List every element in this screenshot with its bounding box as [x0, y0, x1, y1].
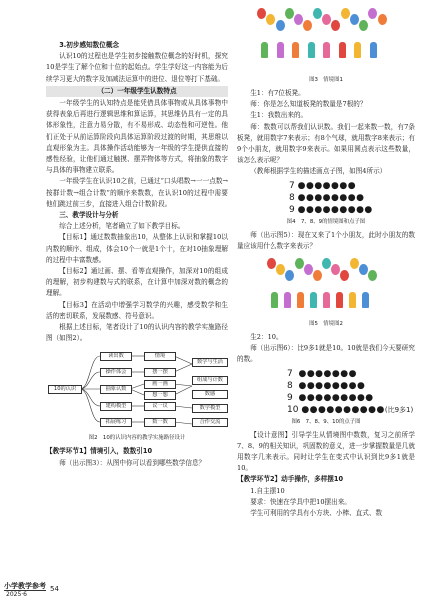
step-heading: 1.自主摆10 [250, 486, 285, 495]
balloon-icon [340, 270, 349, 281]
mindmap-node: 议一议 [144, 402, 176, 411]
child-figure [336, 292, 343, 308]
figure-4-dot-diagram [289, 180, 415, 216]
child-figure [277, 42, 284, 58]
child-figure [297, 292, 304, 308]
dialogue-line: 生1：有7位板凳。 [250, 89, 305, 97]
dot-row-10: 10 ●●●●●●●●●●(比9多1) [287, 404, 414, 415]
paragraph: 一年级学生的认知特点是能凭借具体事物或从具体事物中获得表象后再进行逻辑思维和算运算，其思维仍具有一定的具体形象性，注意力易分散，有不易形成、动态性和可逆性。他们正处于从前运算阶段向具体运算阶段过渡的时期，其思维以直观形象为主。具体操作活动能够为一年级的学生提供直接的感性经验，让他们通过触摸、摆弄物体等方式，将抽象的数字与具体的事物建立联系。 [46, 99, 228, 175]
dialogue-line: 生1：我数出来的。 [250, 111, 308, 120]
mindmap-node: 抽象认数 [100, 385, 132, 394]
mindmap-node: 拓展练习 [100, 418, 132, 427]
balloon-icon [368, 8, 377, 19]
balloon-icon [313, 270, 322, 281]
balloon-icon [378, 14, 387, 25]
child-figure [354, 42, 361, 58]
dialogue-line: 师：你是怎么知道板凳的数量是7根的？ [250, 100, 367, 109]
mindmap-node: 合作交流 [192, 418, 228, 427]
child-figure [308, 42, 315, 58]
figure-5-caption: 图5 情境图2 [309, 321, 343, 328]
balloon-icon [276, 264, 285, 275]
mindmap-root: 10的认识 [48, 385, 82, 394]
balloon-icon [266, 14, 275, 25]
balloon-icon [322, 258, 331, 269]
heading-digit-concept: 3.初步感知数位概念 [59, 41, 120, 49]
balloon-icon [359, 20, 368, 31]
child-figure [261, 42, 268, 58]
design-intent: 【设计意图】引导学生从情境图中数数，复习之前所学7、8、9的相关知识，巩固数的意义，进一步掌握数量是几就用数字几来表示。同时让学生在变式中认识到比9多1就是10。 [237, 430, 415, 473]
dots: ●●●●●●●●● [297, 204, 373, 215]
mindmap-node: 数学与生活 [192, 358, 228, 367]
balloon-icon [276, 20, 285, 31]
issue-date: 2025·6 [6, 591, 27, 598]
balloon-icon [331, 264, 340, 275]
dots: ●●●●●●●●● [298, 392, 374, 403]
mindmap-node: 数一数 [144, 418, 176, 427]
balloon-icon [331, 20, 340, 31]
dot-row-9: 9 ●●●●●●●●● [289, 204, 373, 215]
mindmap-node: 建构模型 [100, 402, 132, 411]
dot-row-8: 8 ●●●●●●●● [287, 380, 366, 391]
balloon-icon [304, 264, 313, 275]
figure-2-mindmap [46, 346, 228, 432]
balloons-children-illustration [261, 254, 391, 318]
dots: ●●●●●●●● [298, 380, 366, 391]
child-figure [323, 292, 330, 308]
balloon-icon [322, 14, 331, 25]
dots: ●●●●●●●● [297, 192, 365, 203]
mindmap-node: 数学模型 [192, 404, 228, 413]
mindmap-node: 情境 [144, 352, 176, 361]
dialogue-line: 学生可利用的学具有小方块、小棒、直式、数 [250, 509, 383, 518]
dialogue-line: 师（出示图6）：比9多1就是10。10就是我们今天要研究的数。 [237, 344, 415, 364]
teaching-segment-1-title: 【教学环节1】情境引入，数数引10 [46, 447, 153, 456]
paragraph: 一年级学生在认识10之前，已通过“口头唱数→一一点数→按群计数→组合计数”的顺序来数数，在认识10的过程中需要他们跳过前三步，直接进入组合计数阶段。 [46, 177, 228, 208]
dialogue-note: （教师根据学生的描述画点子图，如图4所示） [250, 167, 387, 176]
paragraph: 根据上述目标，笔者设计了10的认识内容的教学实施路径图（如图2）。 [46, 323, 228, 343]
figure-3-scene-image [251, 4, 401, 74]
right-column [237, 2, 415, 519]
balloon-icon [303, 20, 312, 31]
mindmap-node: 数感 [192, 390, 228, 399]
goal-1: 【目标1】通过数数抽象出10，从整体上认识和掌握10以内数的顺序、组成，体会10个一就是1个十，在对10抽象理解的过程中丰富数感。 [46, 233, 228, 264]
mindmap-node: 操作体会 [100, 368, 132, 377]
mindmap-node: 组成与计数 [192, 376, 228, 385]
section-heading-design: 三、教学设计与分析 [59, 211, 119, 220]
balloon-icon [267, 258, 276, 269]
section-heading: （二）一年级学生认数特点 [46, 86, 228, 97]
mindmap-node: 想一想 [144, 391, 176, 400]
figure-4-caption: 图4 7、8、9的情境图和点子图 [286, 218, 366, 225]
child-figure [349, 292, 356, 308]
dot-row-note: (比9多1) [384, 405, 414, 414]
balloon-icon [313, 8, 322, 19]
child-figure [370, 42, 377, 58]
child-figure [310, 292, 317, 308]
balloon-icon [285, 270, 294, 281]
journal-name: 小学教学参考 [4, 582, 46, 590]
dialogue-line: 生2：10。 [250, 333, 283, 342]
child-figure [323, 42, 330, 58]
dot-row-8: 8 ●●●●●●●● [289, 192, 365, 203]
balloon-icon [294, 14, 303, 25]
child-figure [271, 292, 278, 308]
child-figure [292, 42, 299, 58]
dots: ●●●●●●● [298, 368, 357, 379]
balloon-icon [341, 8, 350, 19]
paragraph: 师（出示图3）：从图中你可以看到哪些数学信息？ [59, 458, 206, 467]
balloon-icon [295, 258, 304, 269]
figure-3-caption: 图3 情境图1 [309, 77, 343, 83]
dots: ●●●●●●●●●● [301, 404, 385, 415]
balloon-icon [368, 270, 377, 281]
dot-row-9: 9 ●●●●●●●●● [287, 392, 374, 403]
child-figure [284, 292, 291, 308]
mindmap-node: 摆一摆 [144, 368, 176, 377]
paragraph: 综合上述分析，笔者确立了如下教学目标。 [59, 222, 185, 231]
figure-6-dot-diagram [287, 368, 415, 416]
dialogue-line: 师（出示图5）：现在又来了1个小朋友，此时小朋友的数量应该用什么数字来表示？ [237, 230, 415, 250]
page-number: 54 [50, 585, 59, 593]
balloon-icon [359, 264, 368, 275]
left-column [46, 40, 228, 469]
figure-5-scene-image [261, 254, 391, 318]
balloon-icon [257, 8, 266, 19]
dot-row-7: 7 ●●●●●●● [289, 180, 357, 191]
teaching-segment-2-title: 【教学环节2】动手操作，多样摆10 [237, 475, 344, 484]
figure-6-caption: 图6 7、8、9、10的点子图 [291, 418, 361, 425]
goal-3: 【目标3】在活动中增强学习数学的兴趣，感受数学和生活的密切联系，发展数感、符号意识。 [46, 300, 228, 320]
balloon-icon [350, 258, 359, 269]
mindmap-node: 读出数 [100, 352, 132, 361]
balloons-children-illustration [251, 4, 401, 74]
child-figure [362, 292, 369, 308]
dialogue-line: 要求：快速在学具中把10摆出来。 [250, 497, 351, 506]
dots: ●●●●●●● [297, 180, 357, 191]
balloon-icon [350, 14, 359, 25]
mindmap-node: 画一画 [144, 380, 176, 389]
goal-2: 【目标2】通过画、摆、看等直观操作，加深对10的组成的理解，初步构建数与式的联系，在计算中加深对数的概念的理解。 [46, 267, 228, 298]
balloon-icon [285, 8, 294, 19]
figure-2-caption: 图2 10的认识内容的教学实施路径设计 [88, 435, 186, 442]
dot-row-7: 7 ●●●●●●● [287, 368, 357, 379]
dialogue-line: 师：数数可以帮我们认识数。我们一起来数一数，有7条板凳，就用数字7来表示；有8个气球，就用数字8来表示；有9个小朋友，就用数字9来表示。如果用圆点表示这些数量，该怎么表示呢？ [237, 122, 415, 165]
paragraph: 认识10的过程也是学生初步接触数位概念的好时机，探究10是学生了解个位和十位的起始点。学生学好这一内容能为后续学习更大的数字及加减法运算中的进位、退位等打下基础。 [46, 52, 228, 83]
child-figure [339, 42, 346, 58]
